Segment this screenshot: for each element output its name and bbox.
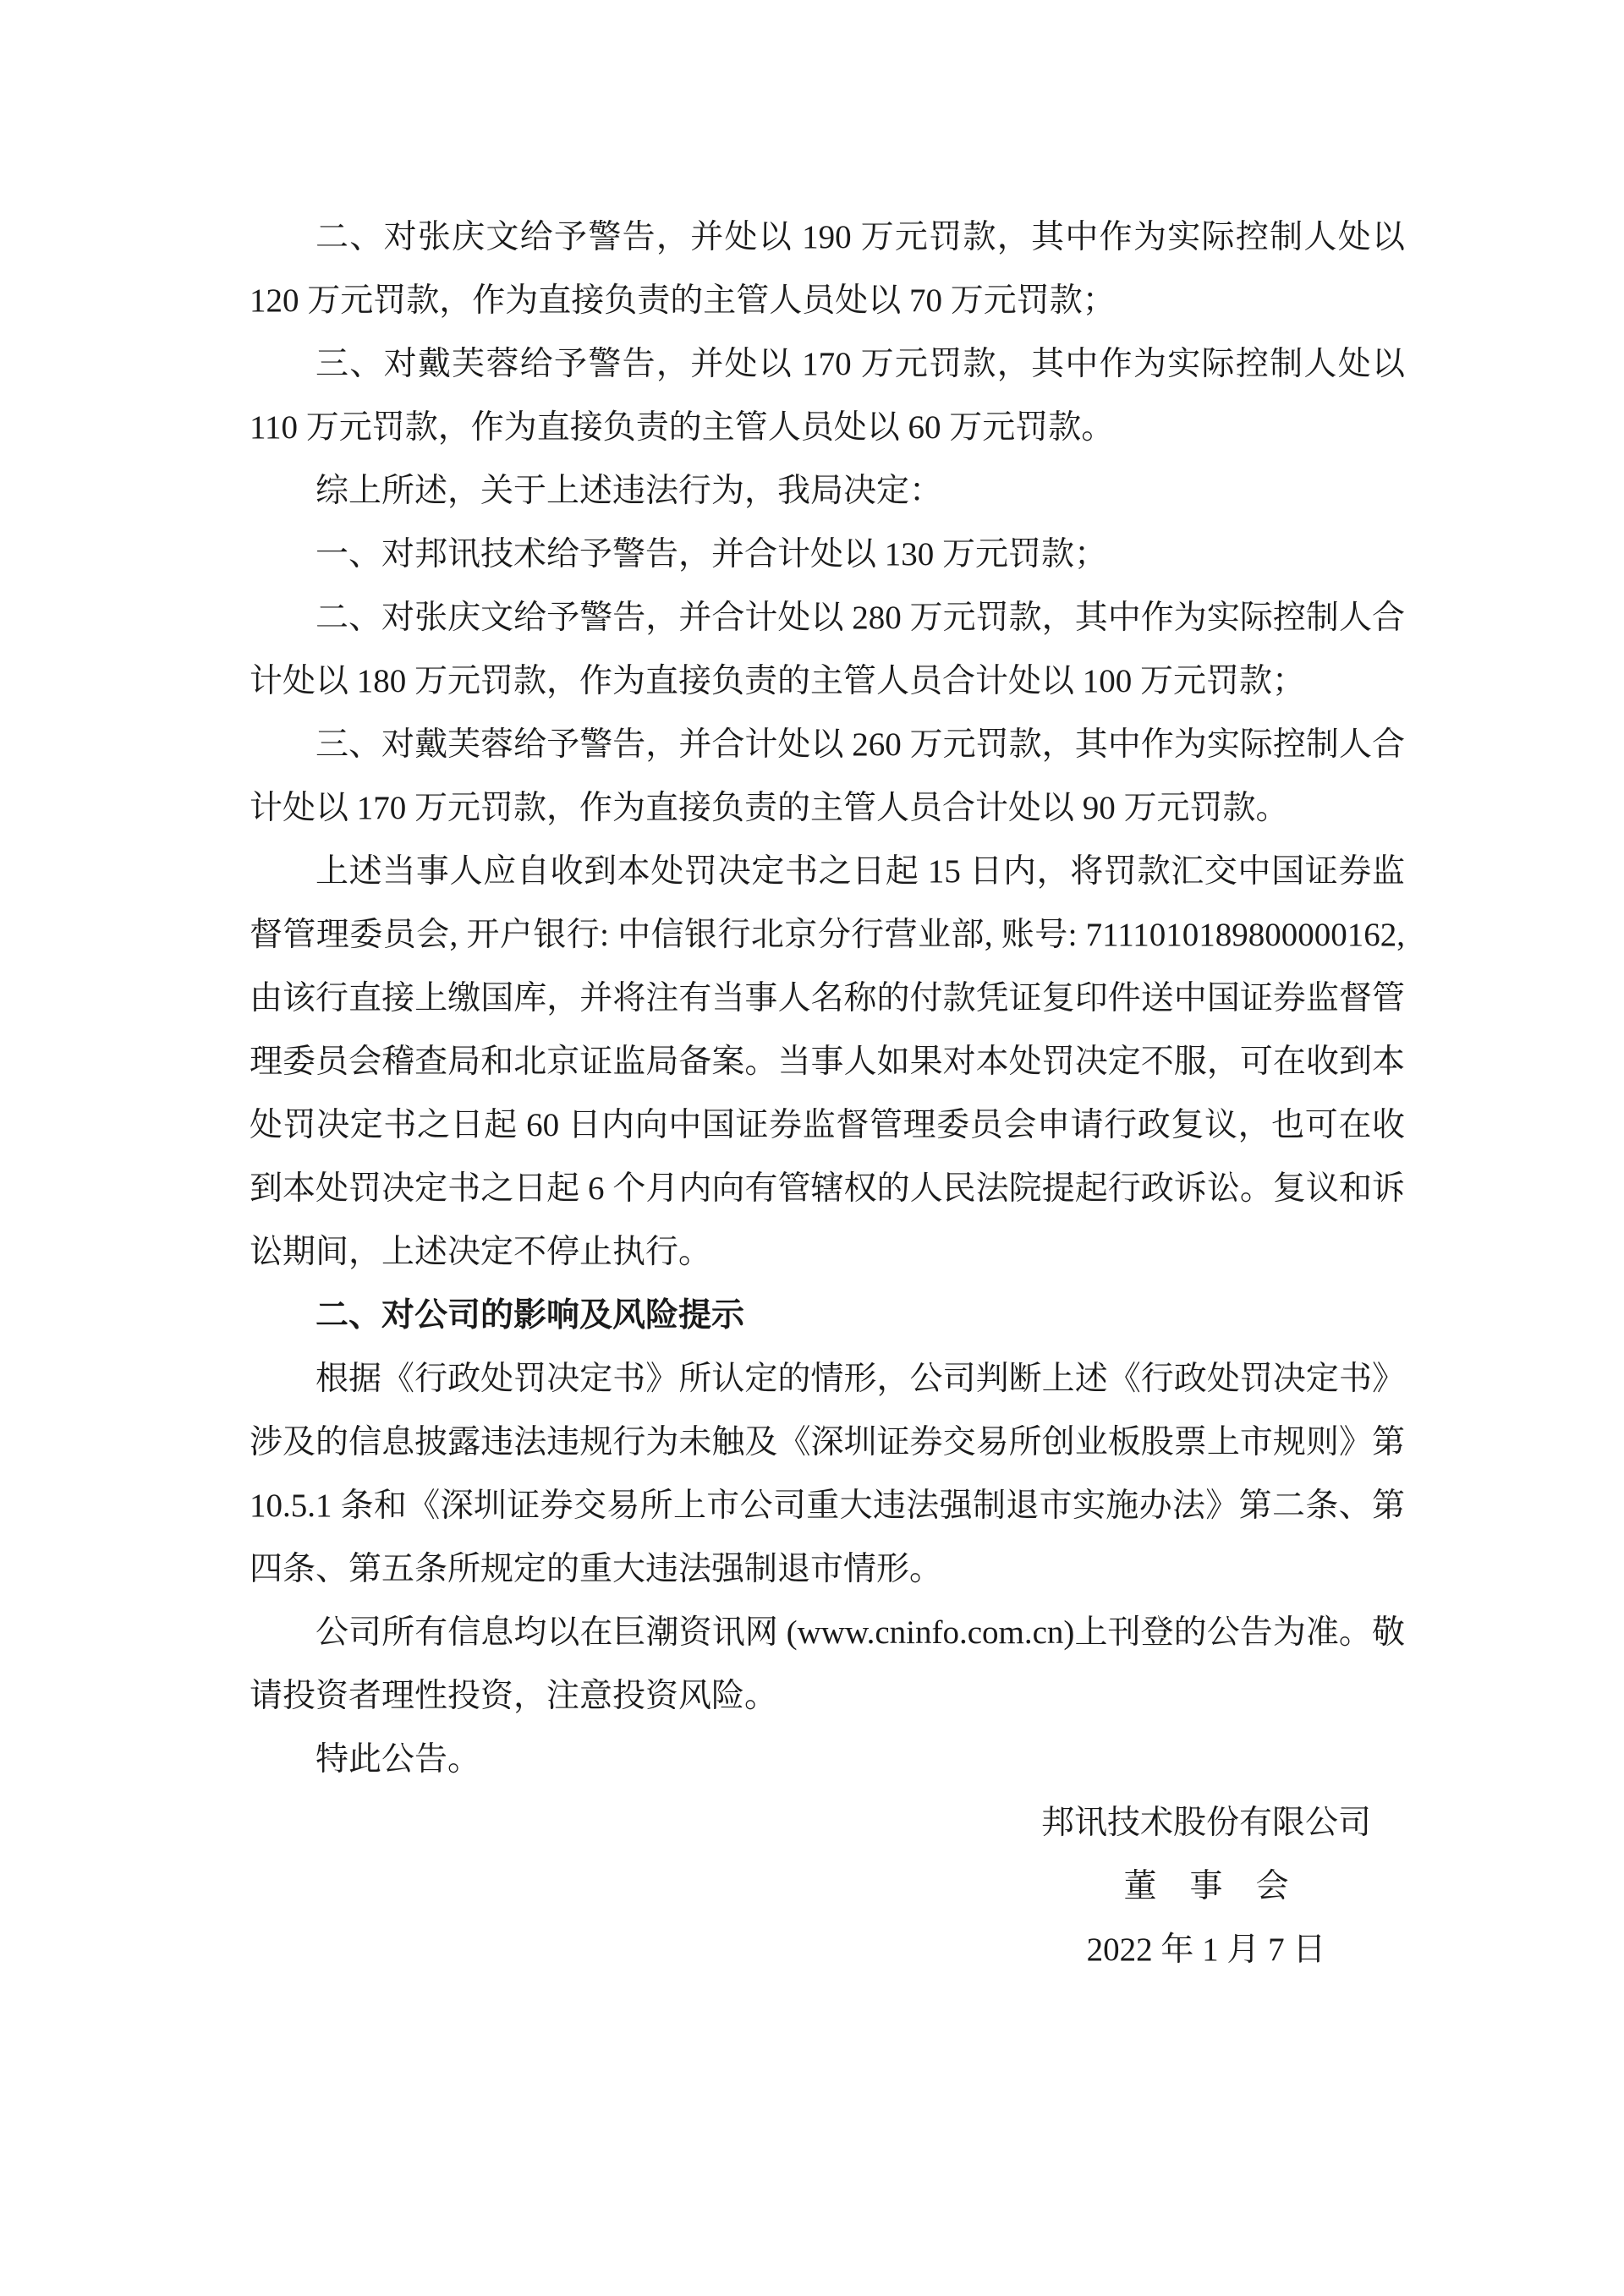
paragraph-penalty-zhang: 二、对张庆文给予警告，并处以 190 万元罚款，其中作为实际控制人处以 120 万元罚款，作为直接负责的主管人员处以 70 万元罚款； xyxy=(250,219,1405,319)
paragraph-delisting-assessment: 根据《行政处罚决定书》所认定的情形，公司判断上述《行政处罚决定书》涉及的信息披露违法违规行为未触及《深圳证券交易所创业板股票上市规则》第 10.5.1 条和《深圳证券交易所上市公司重大违法强制退市实施办法》第二条、第四条、第五条所规定的重大违法强制退市情形。 xyxy=(250,1361,1405,1587)
signature-block xyxy=(1041,1791,1371,1981)
paragraph-summary-intro: 综上所述，关于上述违法行为，我局决定： xyxy=(315,473,943,509)
paragraph-payment-instructions: 上述当事人应自收到本处罚决定书之日起 15 日内，将罚款汇交中国证券监督管理委员会, 开户银行: 中信银行北京分行营业部, 账号: 7111010189800000162, 由该行直接上缴国库，并将注有当事人名称的付款凭证复印件送中国证券监督管理委员会稽查局和北京证监局备案。当事人如果对本处罚决定不服，可在收到本处罚决定书之日起 60 日内向中国证券监督管理委员会申请行政复议，也可在收到本处罚决定书之日起 6 个月内向有管辖权的人民法院提起行政诉讼。复议和诉讼期间，上述决定不停止执行。 xyxy=(250,853,1405,1270)
paragraph-decision-bangxun: 一、对邦讯技术给予警告，并合计处以 130 万元罚款； xyxy=(315,536,1108,573)
signature-board: 董 事 会 xyxy=(1123,1868,1289,1904)
paragraph-decision-dai: 三、对戴芙蓉给予警告，并合计处以 260 万元罚款，其中作为实际控制人合计处以 170 万元罚款，作为直接负责的主管人员合计处以 90 万元罚款。 xyxy=(250,726,1405,826)
paragraph-penalty-dai: 三、对戴芙蓉给予警告，并处以 170 万元罚款，其中作为实际控制人处以 110 万元罚款，作为直接负责的主管人员处以 60 万元罚款。 xyxy=(250,346,1405,446)
signature-company-name: 邦讯技术股份有限公司 xyxy=(1040,1805,1371,1841)
section-heading-company-impact-risk: 二、对公司的影响及风险提示 xyxy=(315,1297,745,1334)
signature-date: 2022 年 1 月 7 日 xyxy=(1086,1932,1326,1968)
paragraph-decision-zhang: 二、对张庆文给予警告，并合计处以 280 万元罚款，其中作为实际控制人合计处以 180 万元罚款，作为直接负责的主管人员合计处以 100 万元罚款； xyxy=(250,600,1405,699)
paragraph-info-disclosure-notice: 公司所有信息均以在巨潮资讯网 (www.cninfo.com.cn)上刊登的公告为准。敬请投资者理性投资，注意投资风险。 xyxy=(250,1614,1405,1714)
announcement-body xyxy=(250,205,1405,1981)
paragraph-closing: 特此公告。 xyxy=(315,1741,481,1778)
